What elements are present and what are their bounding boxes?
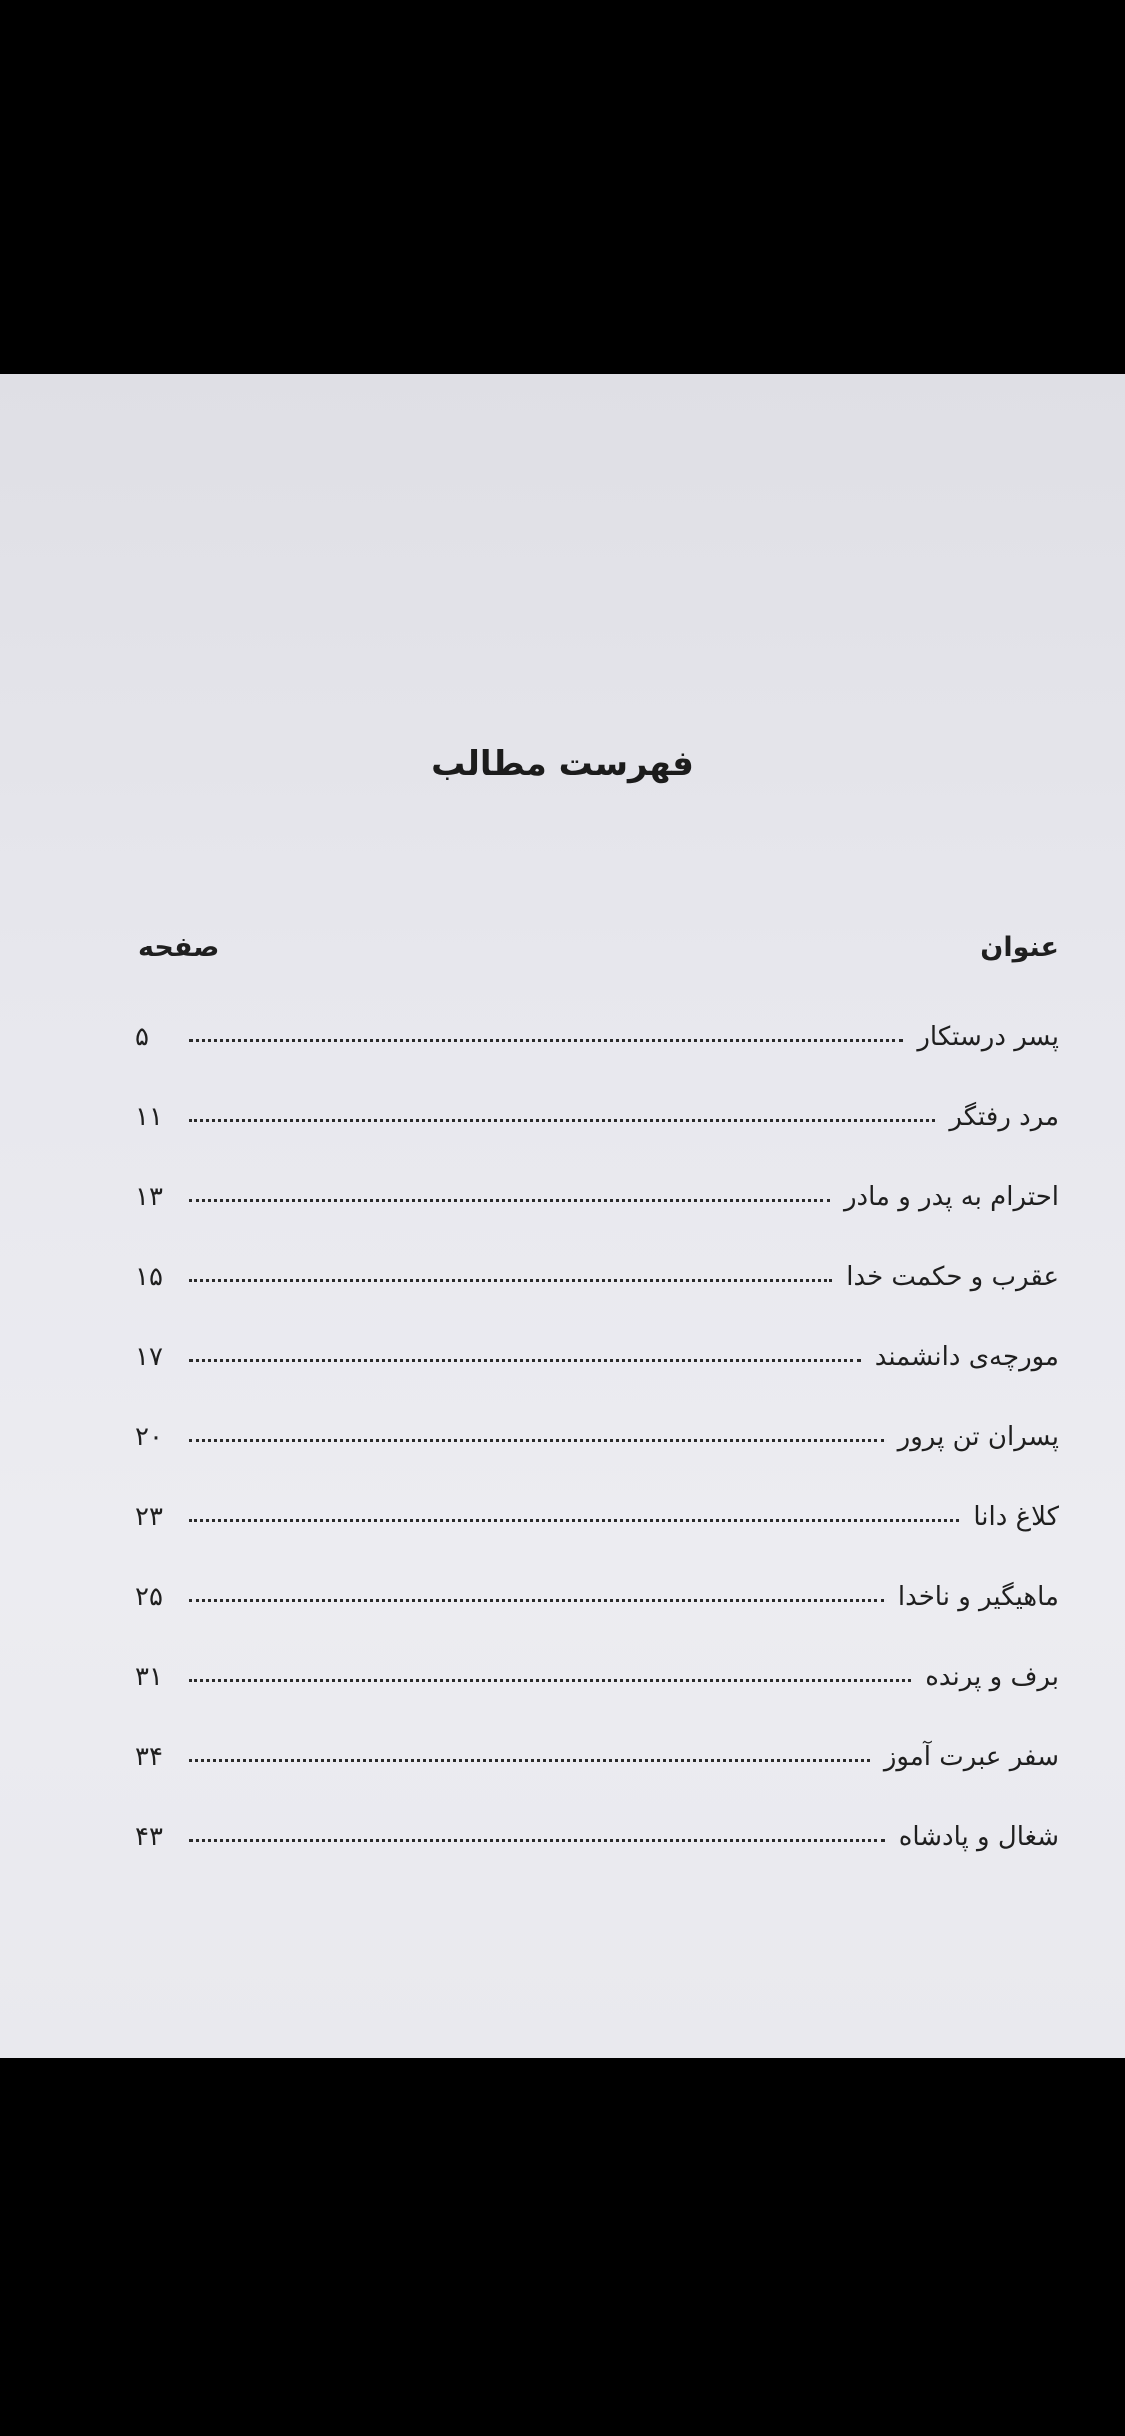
toc-entry: [135, 1642, 1059, 1692]
page-title: فهرست مطالب: [431, 744, 694, 784]
toc-entry: [135, 1402, 1059, 1452]
dot-leader: [189, 1359, 861, 1362]
toc-entry: [135, 1162, 1059, 1212]
toc-entry-title: برف و پرنده: [925, 1662, 1059, 1692]
toc-entry-page: ۴۳: [135, 1822, 163, 1852]
dot-leader: [189, 1119, 935, 1122]
toc-entry-page: ۲۵: [135, 1582, 163, 1612]
dot-leader: [189, 1759, 870, 1762]
book-page: [0, 374, 1125, 2058]
toc-entry-page: ۳۱: [135, 1662, 163, 1692]
toc-entry: [135, 1242, 1059, 1292]
toc-entry: [135, 1802, 1059, 1852]
toc-entry-title: مرد رفتگر: [949, 1102, 1059, 1132]
toc-entry-title: عقرب و حکمت خدا: [846, 1262, 1059, 1292]
toc-entry-title: سفر عبرت آموز: [883, 1742, 1059, 1772]
toc-entry-page: ۲۰: [135, 1422, 163, 1452]
toc-entry-page: ۲۳: [135, 1502, 163, 1532]
page-column-header: صفحه: [138, 932, 220, 963]
toc-entry-page: ۳۴: [135, 1742, 163, 1772]
toc-entry-title: پسران تن پرور: [897, 1422, 1059, 1452]
dot-leader: [189, 1599, 884, 1602]
toc-entry: [135, 1322, 1059, 1372]
dot-leader: [189, 1199, 830, 1202]
dot-leader: [189, 1439, 884, 1442]
toc-entry-title: پسر درستکار: [917, 1022, 1059, 1052]
dot-leader: [189, 1839, 885, 1842]
toc-entry-page: ۱۵: [135, 1262, 163, 1292]
toc-entry-title: احترام به پدر و مادر: [843, 1182, 1059, 1212]
toc-entry: [135, 1722, 1059, 1772]
dot-leader: [189, 1519, 959, 1522]
toc-entry: [135, 1482, 1059, 1532]
toc-entry-title: کلاغ دانا: [973, 1502, 1059, 1532]
dot-leader: [189, 1679, 911, 1682]
toc-entry: [135, 1082, 1059, 1132]
toc-entry-title: مورچه‌ی دانشمند: [874, 1342, 1059, 1372]
toc-entry-page: ۱۷: [135, 1342, 163, 1372]
toc-entry-page: ۱۱: [135, 1102, 163, 1132]
toc-entry-page: ۱۳: [135, 1182, 163, 1212]
dot-leader: [189, 1279, 832, 1282]
title-column-header: عنوان: [980, 932, 1059, 963]
dot-leader: [189, 1039, 903, 1042]
toc-entry-title: شغال و پادشاه: [898, 1822, 1059, 1852]
toc-entry-page: ۵: [135, 1022, 149, 1052]
toc-entry: [135, 1562, 1059, 1612]
toc-entry-title: ماهیگیر و ناخدا: [897, 1582, 1059, 1612]
toc-entry: [135, 1002, 1059, 1052]
